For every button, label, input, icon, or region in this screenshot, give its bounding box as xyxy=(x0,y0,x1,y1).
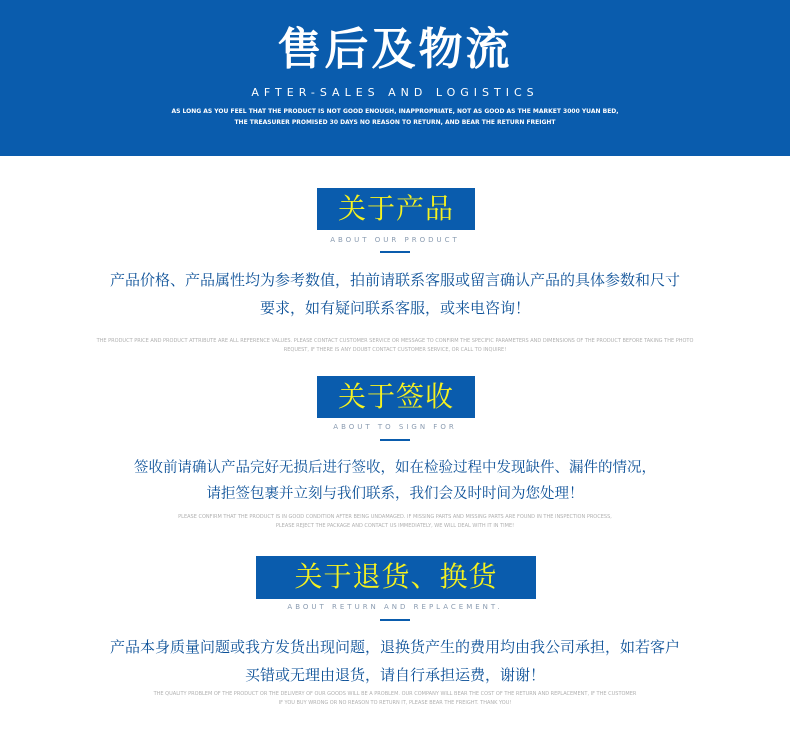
header-banner xyxy=(0,0,790,156)
section-text-en-line-2: IF YOU BUY WRONG OR NO REASON TO RETURN IT, PLEASE BEAR THE FREIGHT. THANK YOU! xyxy=(278,700,512,706)
section-title-en: ABOUT RETURN AND REPLACEMENT. xyxy=(287,603,503,611)
section-text-en-line-2: PLEASE REJECT THE PACKAGE AND CONTACT US IMMEDIATELY, WE WILL DEAL WITH IT IN TIME! xyxy=(275,523,515,529)
tagline-line-1: AS LONG AS YOU FEEL THAT THE PRODUCT IS NOT GOOD ENOUGH, INAPPROPRIATE, NOT AS GOOD AS THE MARKET 3000 YUAN BED, xyxy=(171,108,619,115)
section-text-line-2: 请拒签包裹并立刻与我们联系，我们会及时时间为您处理！ xyxy=(206,486,584,502)
section-text-en-line-1: PLEASE CONFIRM THAT THE PRODUCT IS IN GOOD CONDITION AFTER BEING UNDAMAGED. IF MISSING PARTS AND MISSING PARTS ARE FOUND IN THE INSPECTION PROCESS, xyxy=(178,514,612,520)
page-title: 售后及物流 xyxy=(277,24,513,75)
section-text xyxy=(0,455,790,507)
section-title: 关于签收 xyxy=(317,376,475,418)
section-text-en-line-1: THE QUALITY PROBLEM OF THE PRODUCT OR THE DELIVERY OF OUR GOODS WILL BE A PROBLEM. OUR COMPANY WILL BEAR THE COST OF THE RETURN AND REPLACEMENT, IF THE CUSTOMER xyxy=(153,691,637,697)
section-text-en-line-1: THE PRODUCT PRICE AND PRODUCT ATTRIBUTE ARE ALL REFERENCE VALUES. PLEASE CONTACT CUSTOMER SERVICE OR MESSAGE TO CONFIRM THE SPECIFIC PARAMETERS AND DIMENSIONS OF THE PRODUCT BEFORE TAKING THE PHOTO xyxy=(96,338,694,344)
section-text-line-2: 买错或无理由退货，请自行承担运费，谢谢！ xyxy=(244,666,545,684)
section-title: 关于退货、换货 xyxy=(256,556,536,599)
section-divider xyxy=(380,619,410,621)
section-text-line-2: 要求，如有疑问联系客服，或来电咨询！ xyxy=(259,299,530,317)
section-title-en: ABOUT OUR PRODUCT xyxy=(330,236,460,244)
section-title-en: ABOUT TO SIGN FOR xyxy=(333,423,457,431)
section-text-en xyxy=(60,513,730,531)
section-title: 关于产品 xyxy=(317,188,475,230)
section-text-line-1: 签收前请确认产品完好无损后进行签收，如在检验过程中发现缺件、漏件的情况， xyxy=(134,460,656,476)
section-text-line-1: 产品价格、产品属性均为参考数值，拍前请联系客服或留言确认产品的具体参数和尺寸 xyxy=(109,271,680,289)
section-text-en-line-2: REQUEST, IF THERE IS ANY DOUBT CONTACT CUSTOMER SERVICE, OR CALL TO INQUIRE! xyxy=(283,347,507,353)
tagline-line-2: THE TREASURER PROMISED 30 DAYS NO REASON TO RETURN, AND BEAR THE RETURN FREIGHT xyxy=(234,119,556,126)
section-text-en xyxy=(60,337,730,355)
section-text xyxy=(0,266,790,322)
section-about-return xyxy=(0,556,790,737)
section-text-en xyxy=(60,690,730,708)
section-divider xyxy=(380,251,410,253)
section-text-line-1: 产品本身质量问题或我方发货出现问题，退换货产生的费用均由我公司承担，如若客户 xyxy=(109,638,680,656)
page-tagline xyxy=(0,106,790,128)
section-about-sign xyxy=(0,376,790,536)
section-text xyxy=(0,633,790,689)
section-about-product xyxy=(0,188,790,368)
page-subtitle: AFTER-SALES AND LOGISTICS xyxy=(251,86,539,99)
section-divider xyxy=(380,439,410,441)
